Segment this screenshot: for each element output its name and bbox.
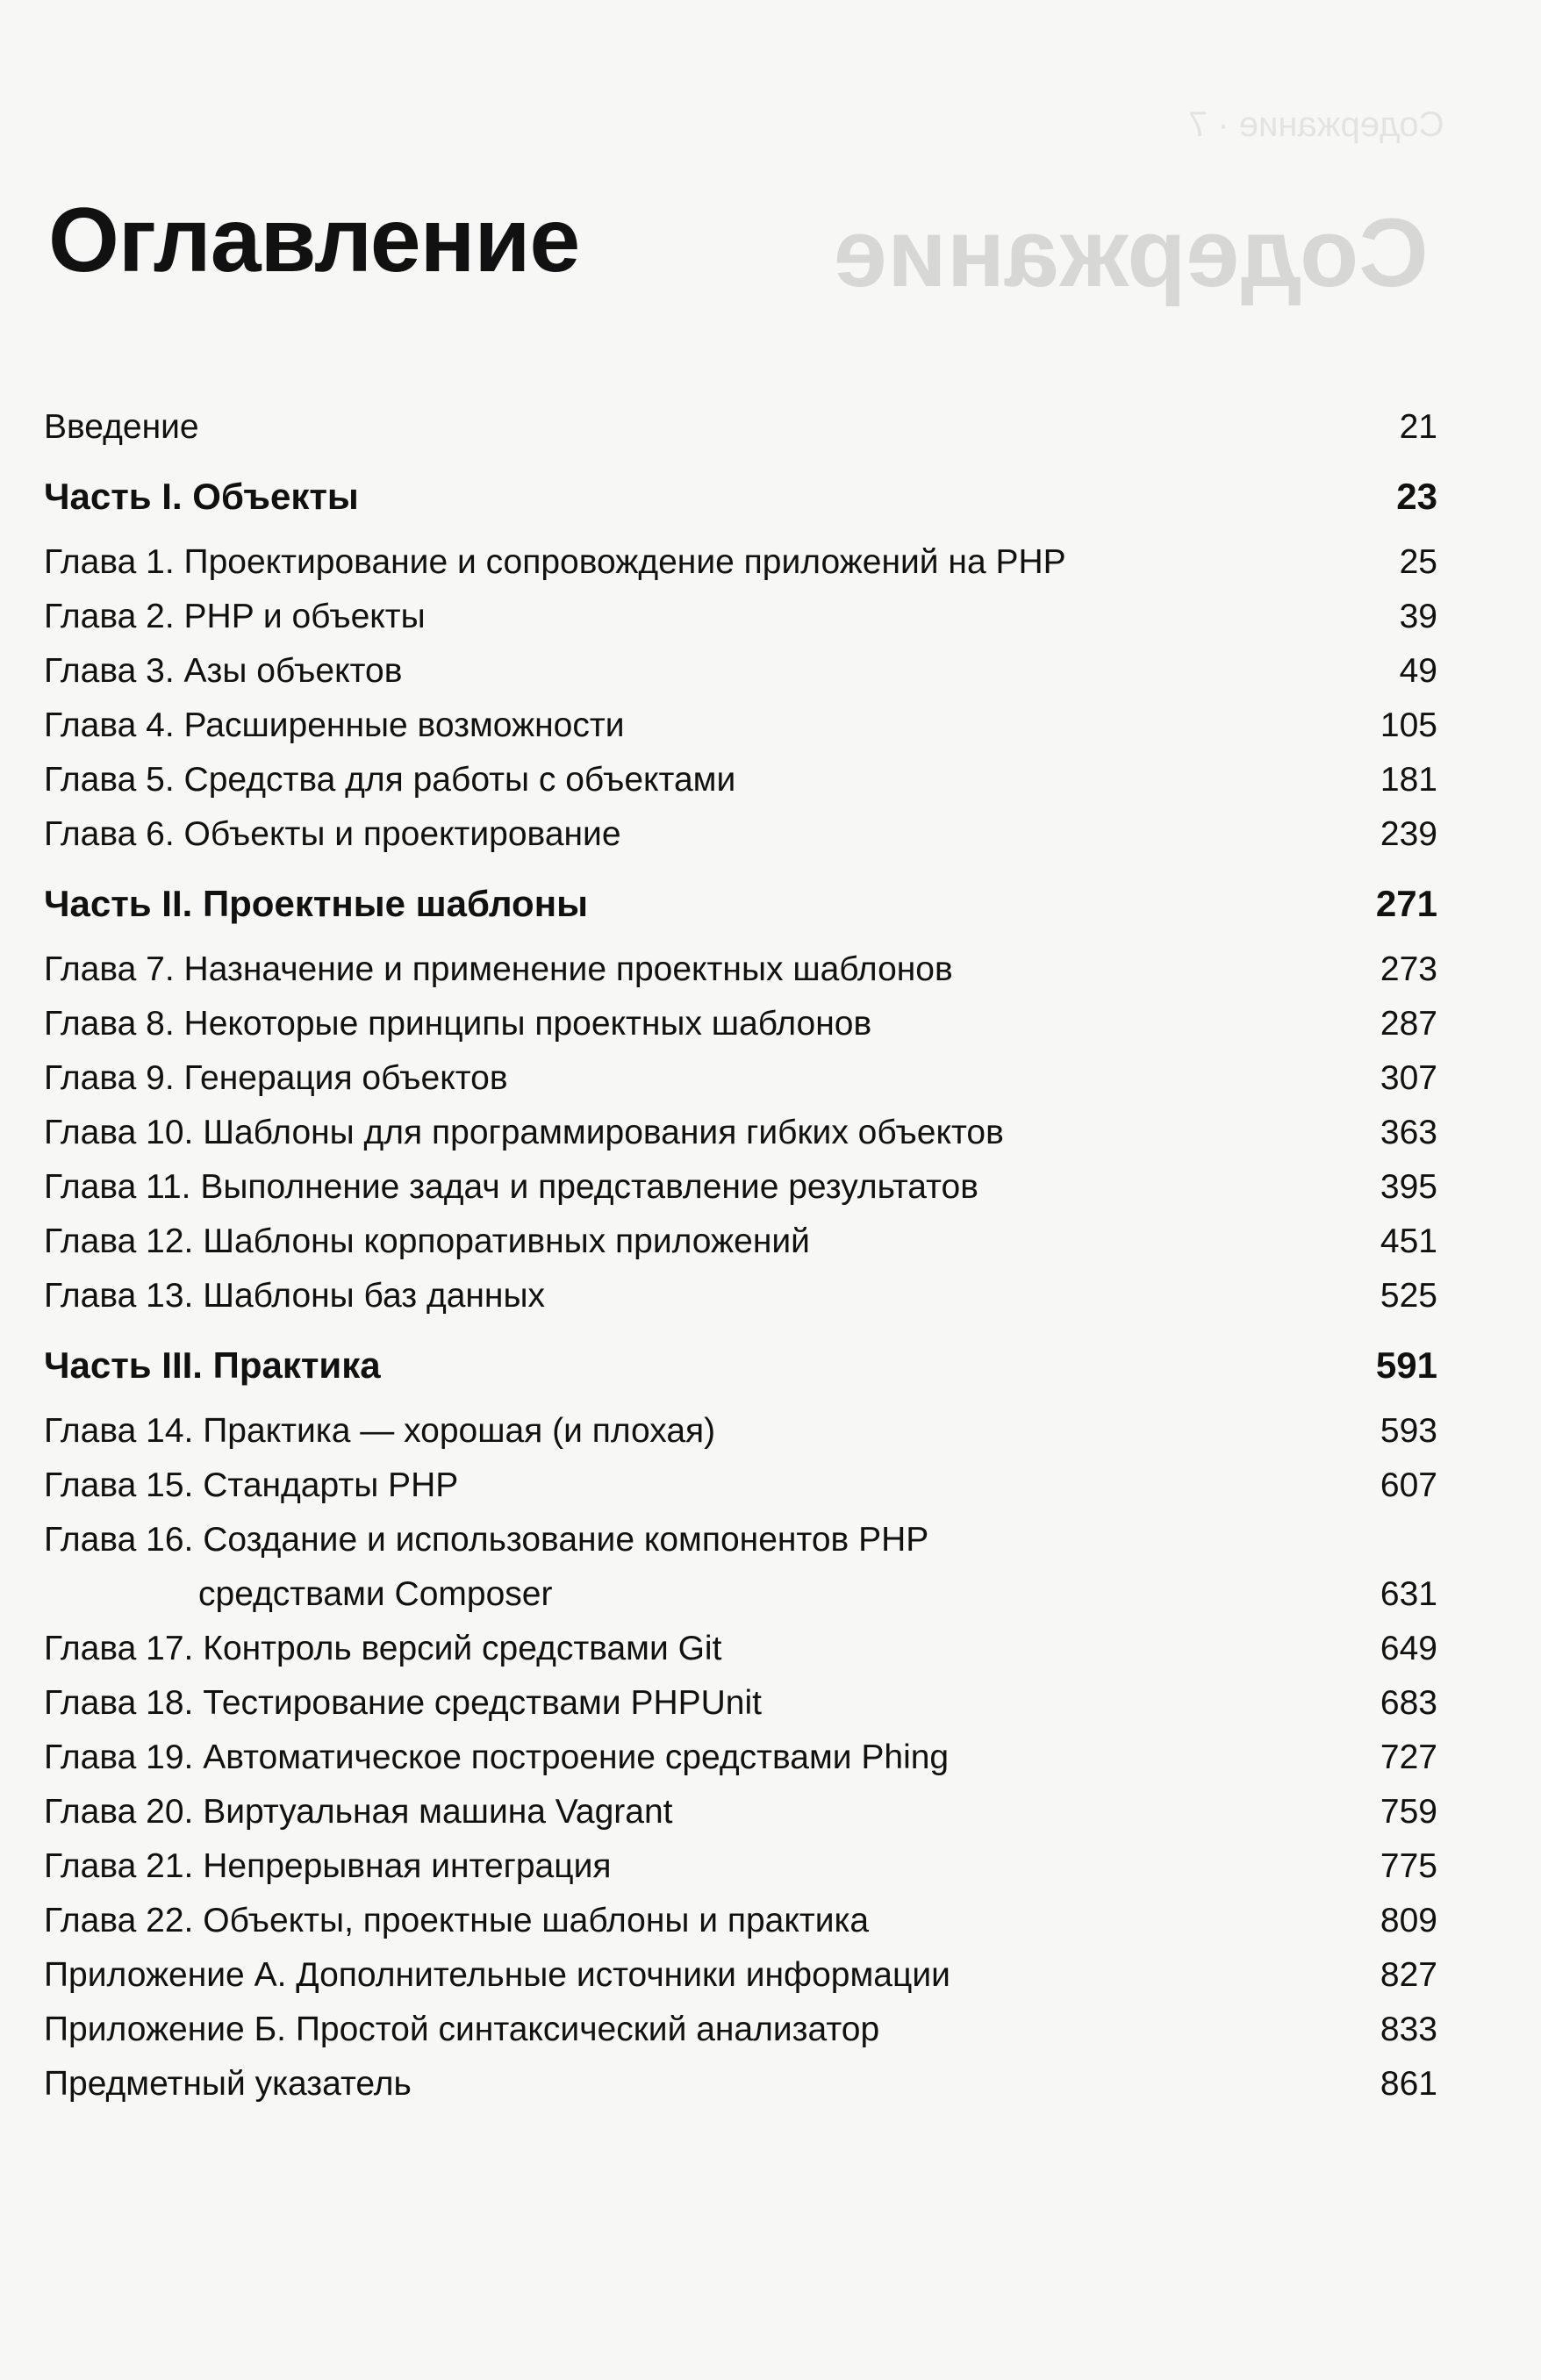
toc-entry-title: Глава 21. Непрерывная интеграция xyxy=(44,1847,612,1885)
toc-entry xyxy=(44,1160,1437,1215)
toc-entry xyxy=(44,400,1437,455)
toc-entry-title: Введение xyxy=(44,408,199,446)
bleed-through-header: Содержание · 7 xyxy=(1188,105,1444,144)
toc-entry-page-number: 525 xyxy=(1380,1277,1437,1315)
toc-entry-page-number: 451 xyxy=(1380,1222,1437,1260)
toc-entry-page-number: 307 xyxy=(1380,1059,1437,1097)
toc-entry-title: Глава 5. Средства для работы с объектами xyxy=(44,761,736,799)
toc-entry-title: Глава 22. Объекты, проектные шаблоны и практика xyxy=(44,1902,870,1939)
toc-entry-label xyxy=(44,458,359,535)
toc-entry-title: Глава 1. Проектирование и сопровождение приложений на PHP xyxy=(44,543,1066,581)
toc-entry-title: Глава 9. Генерация объектов xyxy=(44,1059,508,1097)
toc-entry xyxy=(44,1269,1437,1323)
toc-entry-label xyxy=(44,1404,715,1459)
toc-entry-label xyxy=(44,997,871,1051)
table-of-contents xyxy=(44,400,1437,2111)
toc-entry-label xyxy=(44,1051,508,1106)
toc-entry-page-number: 25 xyxy=(1399,543,1437,581)
toc-entry-page-number: 593 xyxy=(1380,1412,1437,1450)
toc-entry xyxy=(44,1215,1437,1269)
toc-entry xyxy=(44,1676,1437,1731)
toc-entry-title: Глава 2. PHP и объекты xyxy=(44,598,426,635)
page-title: Оглавление xyxy=(48,190,580,291)
toc-entry-label xyxy=(44,1106,1004,1160)
toc-entry-label xyxy=(44,400,199,455)
toc-entry xyxy=(44,1622,1437,1676)
toc-entry-page-number: 827 xyxy=(1380,1956,1437,1994)
toc-entry-page-number: 239 xyxy=(1380,815,1437,853)
toc-entry-title: Глава 19. Автоматическое построение средствами Phing xyxy=(44,1738,950,1776)
toc-entry-label xyxy=(44,753,735,807)
toc-entry-page-number: 591 xyxy=(1375,1344,1437,1386)
toc-entry-title: Часть I. Объекты xyxy=(44,476,359,517)
toc-entry-title: Глава 11. Выполнение задач и представление результатов xyxy=(44,1168,978,1206)
toc-entry-page-number: 21 xyxy=(1399,408,1437,446)
toc-entry-page-number: 727 xyxy=(1380,1738,1437,1776)
toc-entry xyxy=(44,2003,1437,2057)
toc-entry-page-number: 39 xyxy=(1399,598,1437,635)
toc-entry xyxy=(44,753,1437,807)
toc-entry-title: Глава 16. Создание и использование компонентов PHP xyxy=(44,1521,929,1559)
toc-entry xyxy=(44,997,1437,1051)
toc-entry xyxy=(44,943,1437,997)
toc-entry-page-number: 607 xyxy=(1380,1466,1437,1504)
toc-entry xyxy=(44,1731,1437,1785)
toc-entry-title: Часть III. Практика xyxy=(44,1344,381,1386)
toc-entry xyxy=(44,1948,1437,2003)
toc-entry xyxy=(44,535,1437,590)
toc-entry-title: Часть II. Проектные шаблоны xyxy=(44,883,588,924)
toc-entry-label xyxy=(44,699,624,753)
toc-entry-label xyxy=(44,1785,673,1839)
toc-entry xyxy=(44,1404,1437,1459)
toc-entry-page-number: 631 xyxy=(1380,1575,1437,1613)
toc-entry-page-number: 271 xyxy=(1375,883,1437,924)
toc-entry-title: Глава 7. Назначение и применение проектных шаблонов xyxy=(44,950,953,988)
toc-entry-label xyxy=(44,1269,545,1323)
toc-entry-page-number: 23 xyxy=(1396,476,1437,517)
toc-entry-page-number: 649 xyxy=(1380,1630,1437,1667)
toc-entry-page-number: 395 xyxy=(1380,1168,1437,1206)
toc-part-entry xyxy=(44,1327,1437,1404)
toc-entry-label xyxy=(44,1459,458,1513)
toc-entry xyxy=(44,1051,1437,1106)
toc-entry-title: Глава 4. Расширенные возможности xyxy=(44,706,625,744)
toc-entry-title: Глава 12. Шаблоны корпоративных приложений xyxy=(44,1222,810,1260)
toc-entry-label xyxy=(44,1894,869,1948)
toc-entry-page-number: 181 xyxy=(1380,761,1437,799)
toc-entry-label xyxy=(44,1948,950,2003)
toc-entry xyxy=(44,1785,1437,1839)
bleed-through-title: Содержание xyxy=(834,199,1429,307)
toc-entry-page-number: 861 xyxy=(1380,2065,1437,2103)
toc-entry-label xyxy=(44,865,588,943)
toc-entry-label xyxy=(44,943,953,997)
toc-entry-title: Глава 3. Азы объектов xyxy=(44,652,403,690)
toc-entry-label xyxy=(44,644,402,699)
toc-entry-page-number: 363 xyxy=(1380,1114,1437,1151)
toc-entry-label xyxy=(44,1676,762,1731)
toc-entry-page-number: 287 xyxy=(1380,1005,1437,1043)
toc-entry-label xyxy=(44,1839,612,1894)
toc-entry-title: Глава 17. Контроль версий средствами Git xyxy=(44,1630,722,1667)
toc-entry-title: Глава 18. Тестирование средствами PHPUnit xyxy=(44,1684,762,1722)
toc-entry-page-number: 759 xyxy=(1380,1793,1437,1831)
toc-entry-label xyxy=(44,2057,412,2111)
toc-entry xyxy=(44,644,1437,699)
toc-entry xyxy=(44,1106,1437,1160)
toc-entry xyxy=(44,2057,1437,2111)
toc-entry-title: Приложение Б. Простой синтаксический анализатор xyxy=(44,2011,880,2048)
toc-entry-label xyxy=(44,1160,978,1215)
toc-entry-title: Глава 20. Виртуальная машина Vagrant xyxy=(44,1793,673,1831)
toc-part-entry xyxy=(44,458,1437,535)
toc-entry-label xyxy=(44,2003,879,2057)
toc-entry xyxy=(44,590,1437,644)
toc-entry-label xyxy=(44,1327,381,1404)
toc-entry-label xyxy=(44,1622,721,1676)
toc-entry-label xyxy=(44,1215,810,1269)
toc-entry xyxy=(44,1839,1437,1894)
toc-entry-page-number: 105 xyxy=(1380,706,1437,744)
toc-entry-title: Глава 10. Шаблоны для программирования гибких объектов xyxy=(44,1114,1004,1151)
toc-entry xyxy=(44,1894,1437,1948)
toc-entry-label xyxy=(44,807,621,862)
toc-entry xyxy=(44,699,1437,753)
toc-entry-label xyxy=(44,1513,928,1622)
toc-entry-page-number: 273 xyxy=(1380,950,1437,988)
toc-entry xyxy=(44,1513,1437,1622)
toc-entry-page-number: 833 xyxy=(1380,2011,1437,2048)
toc-entry-page-number: 683 xyxy=(1380,1684,1437,1722)
toc-entry-page-number: 49 xyxy=(1399,652,1437,690)
toc-entry-title: Глава 8. Некоторые принципы проектных шаблонов xyxy=(44,1005,872,1043)
toc-entry-label xyxy=(44,1731,949,1785)
toc-entry-title: Глава 13. Шаблоны баз данных xyxy=(44,1277,546,1315)
toc-entry-title: Глава 14. Практика — хорошая (и плохая) xyxy=(44,1412,716,1450)
toc-entry-title-continued: средствами Composer xyxy=(198,1575,553,1613)
toc-entry xyxy=(44,1459,1437,1513)
toc-entry-page-number: 809 xyxy=(1380,1902,1437,1939)
toc-entry-title: Глава 6. Объекты и проектирование xyxy=(44,815,621,853)
toc-entry xyxy=(44,807,1437,862)
toc-part-entry xyxy=(44,865,1437,943)
toc-entry-page-number: 775 xyxy=(1380,1847,1437,1885)
toc-entry-title: Предметный указатель xyxy=(44,2065,412,2103)
toc-entry-title: Глава 15. Стандарты PHP xyxy=(44,1466,459,1504)
toc-entry-label xyxy=(44,590,426,644)
toc-entry-title: Приложение А. Дополнительные источники информации xyxy=(44,1956,950,1994)
toc-entry-label xyxy=(44,535,1066,590)
